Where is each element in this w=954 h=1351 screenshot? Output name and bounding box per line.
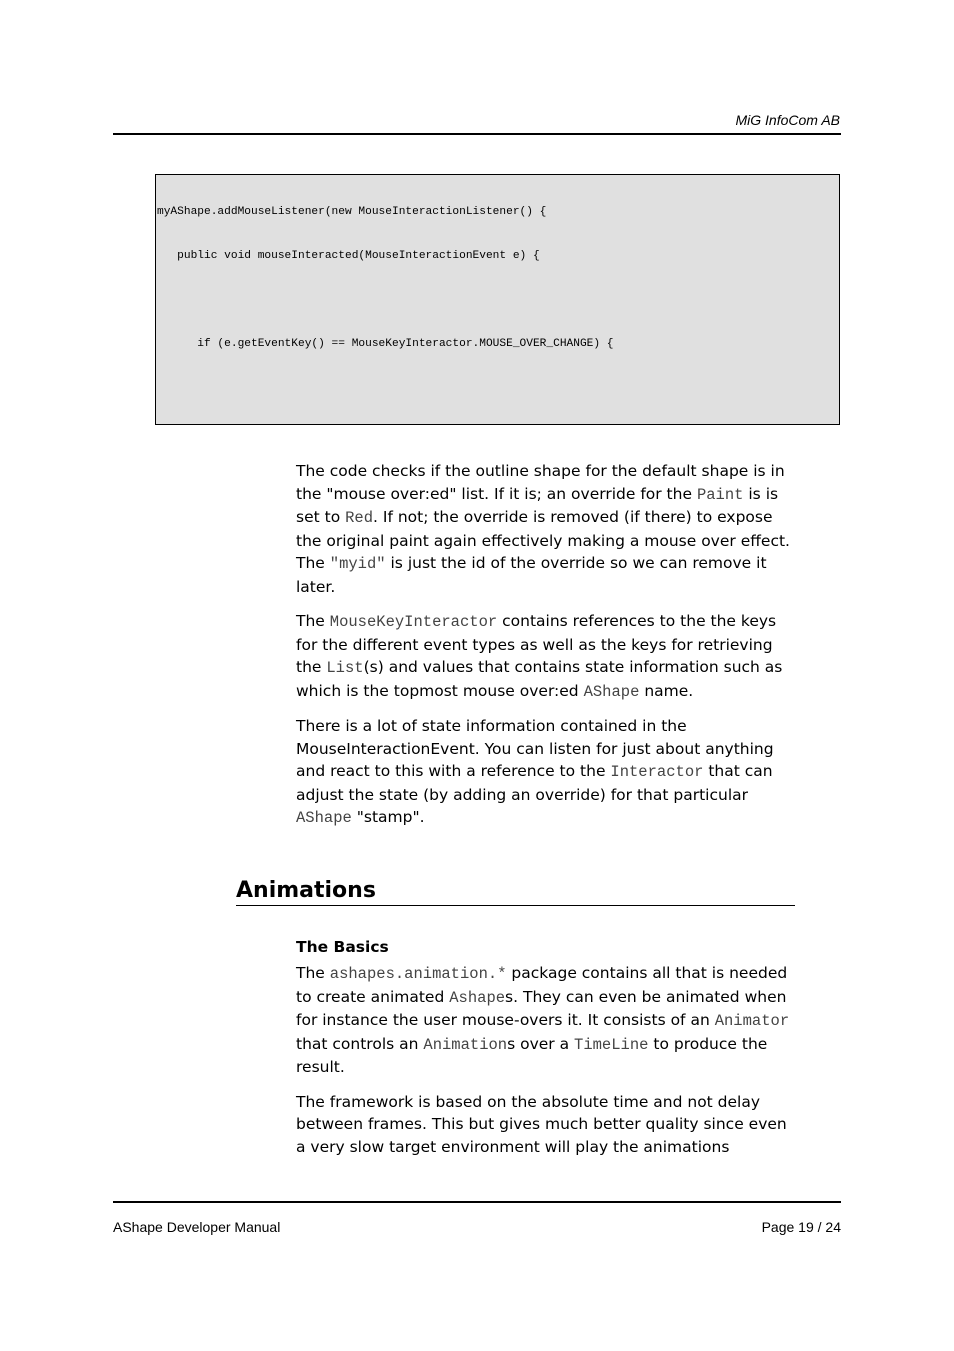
footer-rule bbox=[113, 1201, 841, 1203]
code-term: MouseKeyInteractor bbox=[329, 613, 498, 631]
text-run: The code checks if the outline shape for the default shape is in the "mouse over:ed" list. If it is; an override for the bbox=[296, 462, 785, 503]
text-run: package contains all that is needed to create animated bbox=[296, 964, 788, 1006]
text-run: "stamp". bbox=[351, 808, 425, 826]
paragraph-framework-timing bbox=[296, 1091, 796, 1159]
text-run: The bbox=[296, 612, 330, 630]
section-title: Animations bbox=[236, 877, 795, 906]
code-block bbox=[155, 174, 840, 425]
code-term: Interactor bbox=[610, 763, 704, 781]
code-term: List bbox=[326, 659, 364, 677]
text-run: that can adjust the state (by adding an override) for that particular bbox=[296, 762, 773, 804]
page-header-company: MiG InfoCom AB bbox=[735, 112, 840, 128]
body-text-upper bbox=[296, 460, 796, 842]
paragraph-animation-package bbox=[296, 962, 796, 1079]
text-run: is is set to bbox=[296, 484, 779, 526]
text-run: . If not; the override is removed (if there) to expose the original paint again effectively making a mouse over effect. The bbox=[296, 508, 790, 572]
code-term: Animator bbox=[714, 1012, 790, 1030]
code-term: AShape bbox=[583, 682, 640, 701]
code-term: Red bbox=[345, 509, 374, 527]
paragraph-mousekeyinteractor bbox=[296, 610, 796, 703]
text-run: that controls an bbox=[296, 1034, 424, 1053]
code-term: TimeLine bbox=[574, 1035, 649, 1054]
text-run: (s) and values that contains state information such as which is the topmost mouse over:ed bbox=[296, 658, 783, 700]
code-line bbox=[157, 293, 839, 308]
code-term: "myid" bbox=[329, 555, 386, 573]
text-run: s over a bbox=[507, 1034, 575, 1053]
footer-page-number: Page 19 / 24 bbox=[761, 1219, 841, 1235]
text-run: to produce the result. bbox=[296, 1034, 768, 1076]
code-line bbox=[157, 380, 839, 395]
code-line bbox=[157, 424, 839, 425]
paragraph-state-information bbox=[296, 715, 796, 830]
text-run: The framework is based on the absolute time and not delay between frames. This but gives much better quality since even a very slow target environment will play the animations bbox=[296, 1092, 787, 1156]
code-line: myAShape.addMouseListener(new MouseInteractionListener() { bbox=[157, 206, 547, 219]
text-run: name. bbox=[639, 681, 694, 700]
code-term: ashapes.animation.* bbox=[329, 965, 507, 983]
paragraph-override-explanation bbox=[296, 460, 796, 598]
code-term: Animation bbox=[423, 1035, 508, 1054]
header-rule bbox=[113, 133, 841, 135]
text-run: is just the id of the override so we can remove it later. bbox=[296, 554, 767, 596]
text-run: s. They can even be animated when for instance the user mouse-overs it. It consists of an bbox=[296, 987, 787, 1029]
code-term: AShape bbox=[296, 809, 352, 827]
subsection-title: The Basics bbox=[296, 938, 389, 956]
text-run: The bbox=[296, 964, 330, 982]
code-term: Paint bbox=[696, 485, 744, 504]
body-text-lower bbox=[296, 962, 796, 1170]
text-run: There is a lot of state information contained in the MouseInteractionEvent. You can listen for just about anything and react to this with a reference to the bbox=[296, 717, 774, 780]
text-run: contains references to the the keys for the different event types as well as the keys for retrieving the bbox=[296, 612, 777, 676]
code-line: public void mouseInteracted(MouseInteractionEvent e) { bbox=[157, 249, 540, 262]
footer-document-title: AShape Developer Manual bbox=[113, 1219, 281, 1235]
code-term: Ashape bbox=[449, 988, 506, 1007]
code-line: if (e.getEventKey() == MouseKeyInteractor.MOUSE_OVER_CHANGE) { bbox=[157, 337, 614, 350]
